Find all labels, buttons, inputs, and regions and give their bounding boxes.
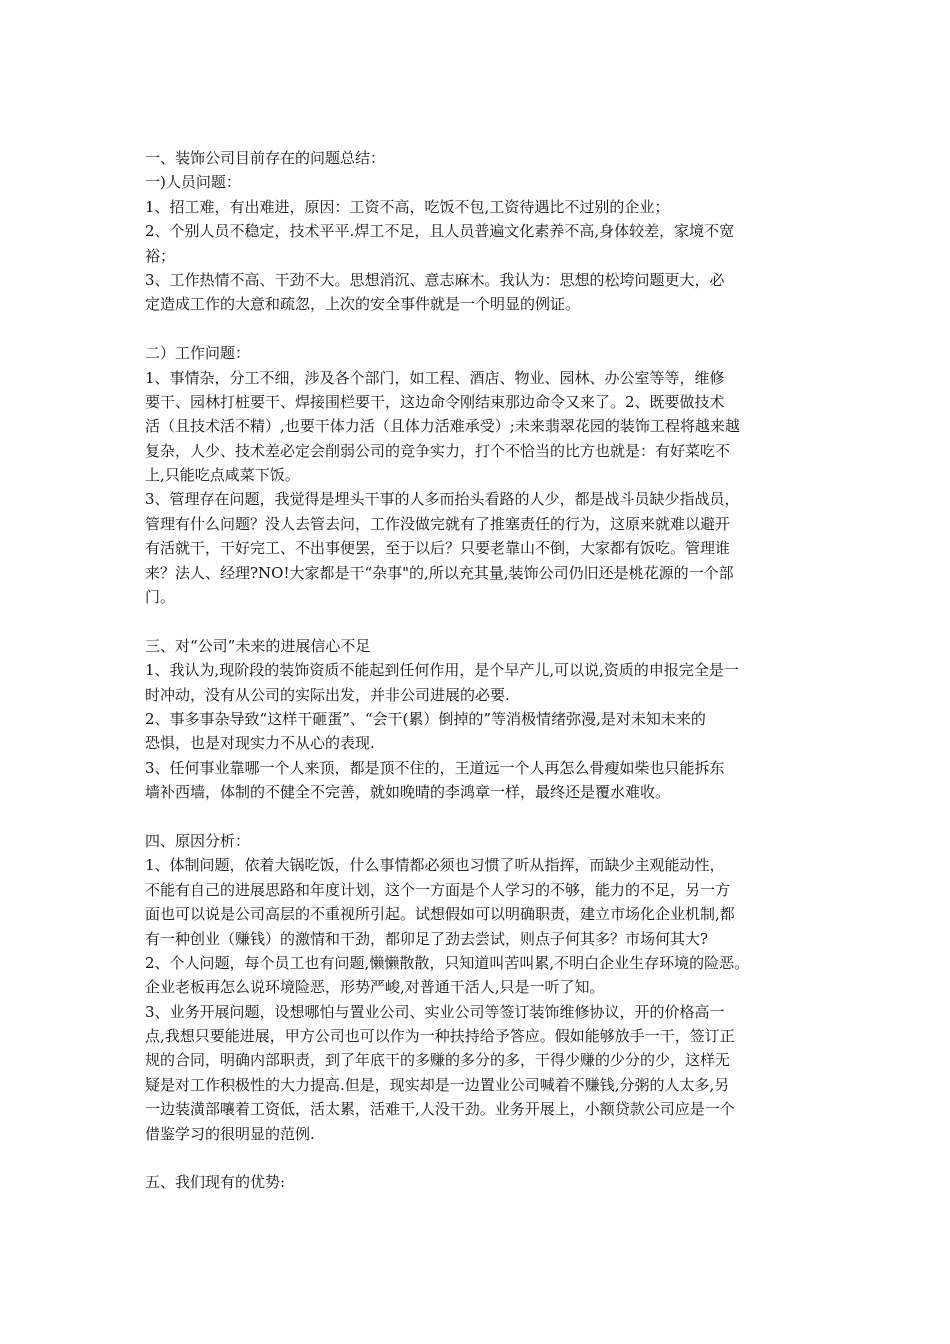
paragraph-line: 2、个别人员不稳定，技术平平.焊工不足，且人员普遍文化素养不高,身体较差，家境不宽: [145, 222, 735, 241]
document-body: [145, 146, 810, 1195]
paragraph-line: 不能有自己的进展思路和年度计划，这个一方面是个人学习的不够，能力的不足，另一方: [145, 880, 731, 899]
paragraph-line: 3、管理存在问题，我觉得是埋头干事的人多而抬头看路的人少，都是战斗员缺少指战员，: [145, 490, 740, 509]
section-heading: 二）工作问题：: [145, 344, 251, 363]
paragraph-line: 1、事情杂，分工不细，涉及各个部门，如工程、酒店、物业、园林、办公室等等，维修: [145, 368, 725, 387]
section-heading: 一、装饰公司目前存在的问题总结：: [145, 149, 386, 167]
paragraph-line: 点,我想只要能进展，甲方公司也可以作为一种扶持给予答应。假如能够放手一干，签订正: [145, 1027, 735, 1046]
paragraph-line: 恐惧，也是对现实力不从心的表现.: [145, 734, 375, 753]
section-heading: 五、我们现有的优势:: [145, 1173, 286, 1192]
paragraph-line: 3、业务开展问题，设想哪怕与置业公司、实业公司等签订装饰维修协议，开的价格高一: [145, 1002, 725, 1021]
paragraph-line: 定造成工作的大意和疏忽，上次的安全事件就是一个明显的例证。: [145, 295, 581, 314]
paragraph-line: 活（且技术活不精）,也要干体力活（且体力活难承受）;未来翡翠花园的装饰工程将越来越: [145, 417, 740, 436]
paragraph-line: 复杂，人少、技术差必定会削弱公司的竞争实力，打个不恰当的比方也就是：有好菜吃不: [145, 441, 731, 460]
paragraph-line: 疑是对工作积极性的大力提高.但是，现实却是一边置业公司喊着不赚钱,分粥的人太多,另: [145, 1075, 730, 1094]
paragraph-line: 有一种创业（赚钱）的激情和干劲，都卯足了劲去尝试，则点子何其多？市场何其大?: [145, 929, 709, 948]
paragraph-line: 要干、园林打桩要干、焊接围栏要干，这边命令刚结束那边命令又来了。2、既要做技术: [145, 392, 725, 411]
paragraph-line: 2、事多事杂导致“这样干砸蛋”、“会干(累）倒掉的”等消极情绪弥漫,是对未知未来的: [145, 709, 706, 728]
paragraph-line: 裕；: [145, 246, 176, 265]
paragraph-line: 上,只能吃点咸菜下饭。: [145, 466, 300, 485]
paragraph-line: 1、招工难，有出难进，原因：工资不高，吃饭不包,工资待遇比不过别的企业；: [145, 197, 670, 216]
paragraph-line: 3、任何事业靠哪一个人来顶，都是顶不住的，王道远一个人再怎么骨瘦如柴也只能拆东: [145, 758, 725, 777]
paragraph-line: 3、工作热情不高、干劲不大。思想消沉、意志麻木。我认为：思想的松垮问题更大，必: [145, 270, 725, 289]
section-5: [145, 1170, 810, 1194]
paragraph-line: 面也可以说是公司高层的不重视所引起。试想假如可以明确职责，建立市场化企业机制,都: [145, 905, 735, 924]
paragraph-gap: [145, 317, 810, 341]
paragraph-gap: [145, 1146, 810, 1170]
paragraph-line: 一边装潢部嚷着工资低，活太累，活难干,人没干劲。业务开展上，小额贷款公司应是一个: [145, 1100, 735, 1119]
paragraph-line: 来？法人、经理?NO!大家都是干“杂事"的,所以充其量,装饰公司仍旧还是桃花源的一个部: [145, 563, 734, 582]
subsection-heading: 一)人员问题：: [145, 173, 241, 192]
paragraph-line: 企业老板再怎么说环境险恶，形势严峻,对普通干活人,只是一听了知。: [145, 978, 605, 997]
paragraph-line: 1、体制问题，依着大锅吃饭，什么事情都必须也习惯了听从指挥，而缺少主观能动性，: [145, 856, 725, 875]
paragraph-line: 2、个人问题，每个员工也有问题,懒懒散散，只知道叫苦叫累,不明白企业生存环境的险恶。: [145, 953, 750, 972]
section-4: [145, 829, 810, 1146]
section-3: [145, 634, 810, 805]
paragraph-line: 墙补西墙，体制的不健全不完善，就如晚晴的李鸿章一样，最终还是覆水难收。: [145, 783, 671, 802]
section-heading: 四、原因分析：: [145, 831, 251, 850]
paragraph-gap: [145, 609, 810, 633]
paragraph-line: 1、我认为,现阶段的装饰资质不能起到任何作用，是个早产儿,可以说,资质的申报完全是一: [145, 661, 739, 680]
paragraph-line: 规的合同，明确内部职责，到了年底干的多赚的多分的多，干得少赚的少分的少，这样无: [145, 1051, 731, 1070]
section-2: [145, 341, 810, 609]
paragraph-gap: [145, 805, 810, 829]
section-heading: 三、对“公司”未来的进展信心不足: [145, 636, 371, 655]
paragraph-line: 管理有什么问题？没人去管去问，工作没做完就有了推塞责任的行为，这原来就难以避开: [145, 514, 731, 533]
paragraph-line: 借鉴学习的很明显的范例.: [145, 1124, 315, 1143]
paragraph-line: 有活就干，干好完工、不出事便罢，至于以后？只要老靠山不倒，大家都有饭吃。管理谁: [145, 539, 731, 558]
section-1: [145, 146, 810, 317]
paragraph-line: 时冲动，没有从公司的实际出发，并非公司进展的必要.: [145, 685, 510, 704]
paragraph-line: 门。: [145, 588, 176, 607]
